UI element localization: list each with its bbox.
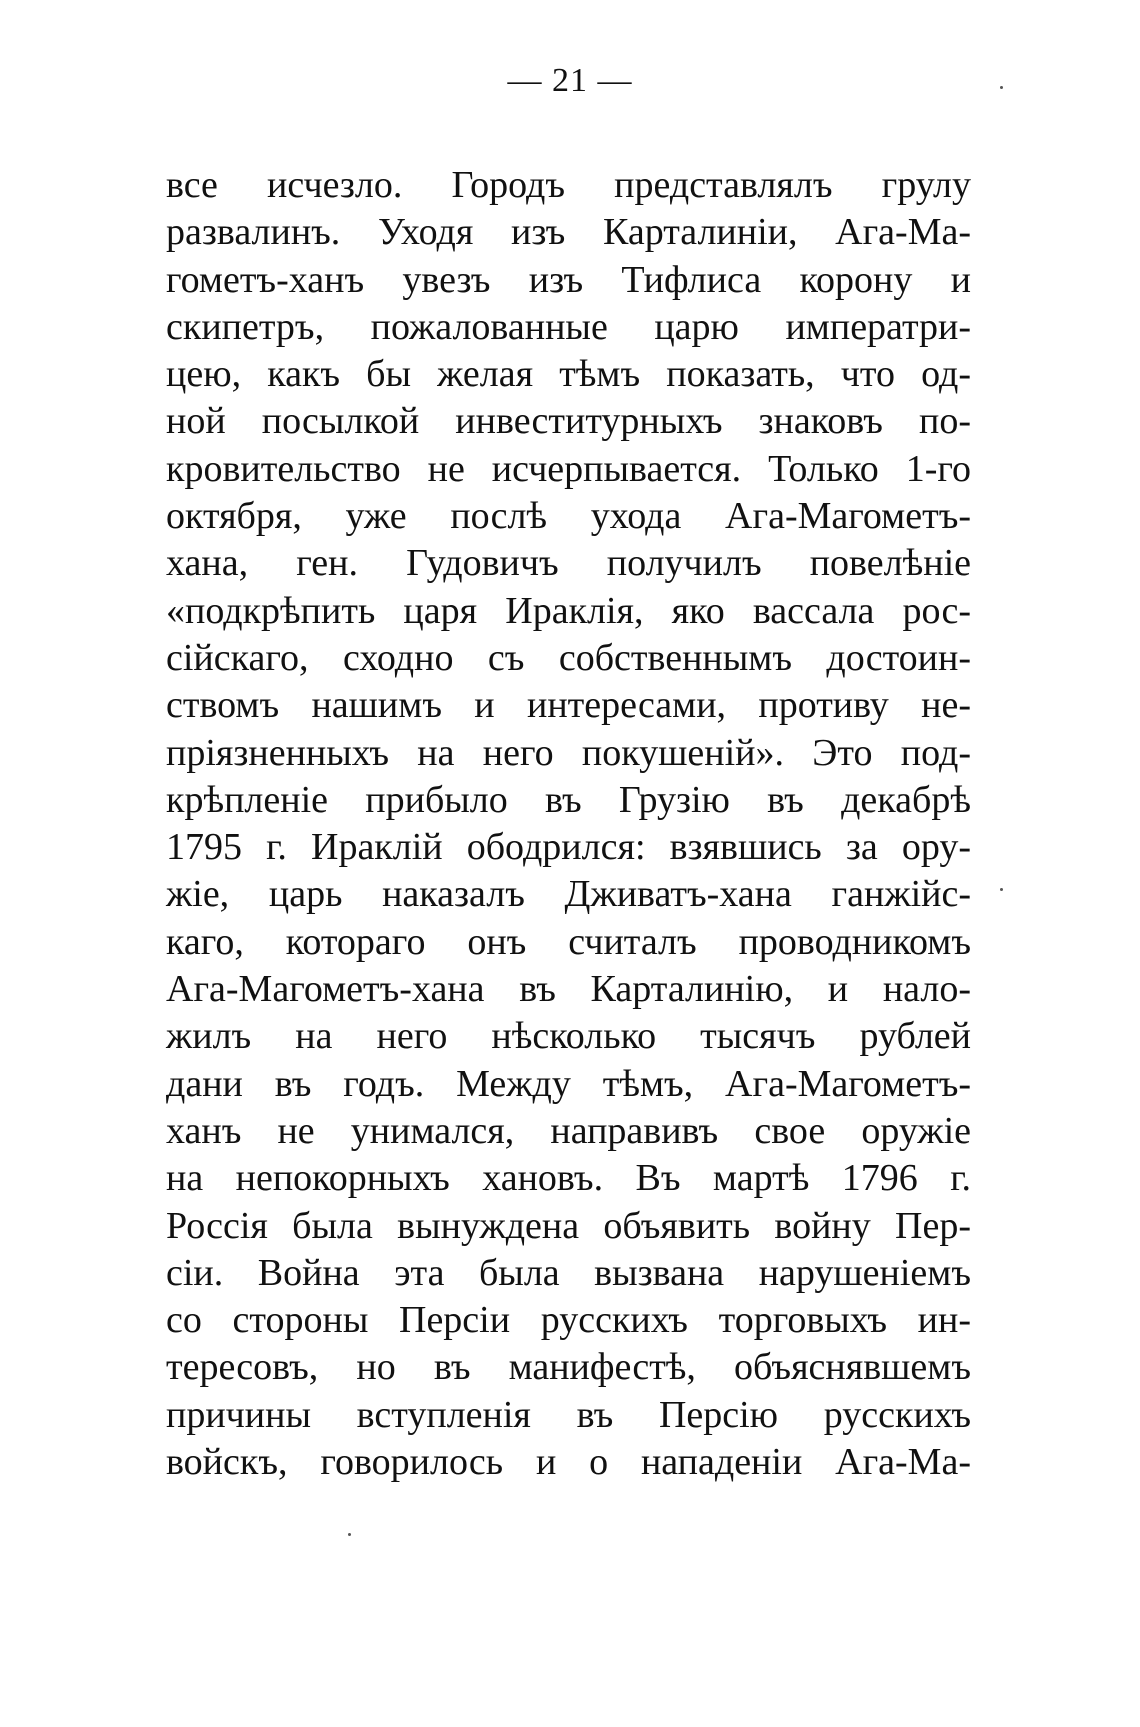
body-text [166,162,971,1486]
text-line: дани въ годъ. Между тѣмъ, Ага-Магометъ- [166,1062,971,1105]
text-line: хана, ген. Гудовичъ получилъ повелѣніе [166,542,971,585]
text-line: Россія была вынуждена объявить войну Пер- [166,1204,971,1247]
text-line: гометъ-ханъ увезъ изъ Тифлиса корону и [166,258,971,301]
text-line: скипетръ, пожалованные царю императри- [166,305,971,348]
text-line: со стороны Персіи русскихъ торговыхъ ин- [166,1299,971,1342]
text-line: крѣпленіе прибыло въ Грузію въ декабрѣ [166,778,971,821]
text-line: причины вступленія въ Персію русскихъ [166,1393,971,1436]
text-line: каго, котораго онъ считалъ проводникомъ [166,920,971,963]
text-line: Ага-Магометъ-хана въ Карталинію, и нало- [166,968,971,1011]
text-line: тересовъ, но въ манифестѣ, объяснявшемъ [166,1346,971,1389]
text-line: войскъ, говорилось и о нападеніи Ага-Ма- [166,1441,971,1484]
text-line: пріязненныхъ на него покушеній». Это под- [166,731,971,774]
text-line: ханъ не унимался, направивъ свое оружіе [166,1109,971,1152]
scan-speck [348,1533,351,1536]
text-line: развалинъ. Уходя изъ Карталиніи, Ага-Ма- [166,211,971,254]
text-line: все исчезло. Городъ представлялъ грулу [166,164,971,206]
text-line: «подкрѣпить царя Ираклія, яко вассала рос- [166,589,971,632]
text-line: ной посылкой инвеститурныхъ знаковъ по- [166,400,971,443]
text-line: жіе, царь наказалъ Дживатъ-хана ганжійс- [166,873,971,916]
scan-speck [1000,86,1003,89]
text-line: 1795 г. Ираклій ободрился: взявшись за ору- [166,826,971,869]
text-line: ствомъ нашимъ и интересами, противу не- [166,684,971,727]
text-line: на непокорныхъ хановъ. Въ мартѣ 1796 г. [166,1157,971,1200]
text-line: кровительство не исчерпывается. Только 1-го [166,447,971,490]
text-line: октября, уже послѣ ухода Ага-Магометъ- [166,495,971,538]
page-number: — 21 — [507,62,633,99]
text-line: цею, какъ бы желая тѣмъ показать, что од- [166,353,971,396]
text-line: сійскаго, сходно съ собственнымъ достоин- [166,636,971,679]
text-line: жилъ на него нѣсколько тысячъ рублей [166,1015,971,1058]
scan-speck [1000,888,1003,891]
text-line: сіи. Война эта была вызвана нарушеніемъ [166,1251,971,1294]
